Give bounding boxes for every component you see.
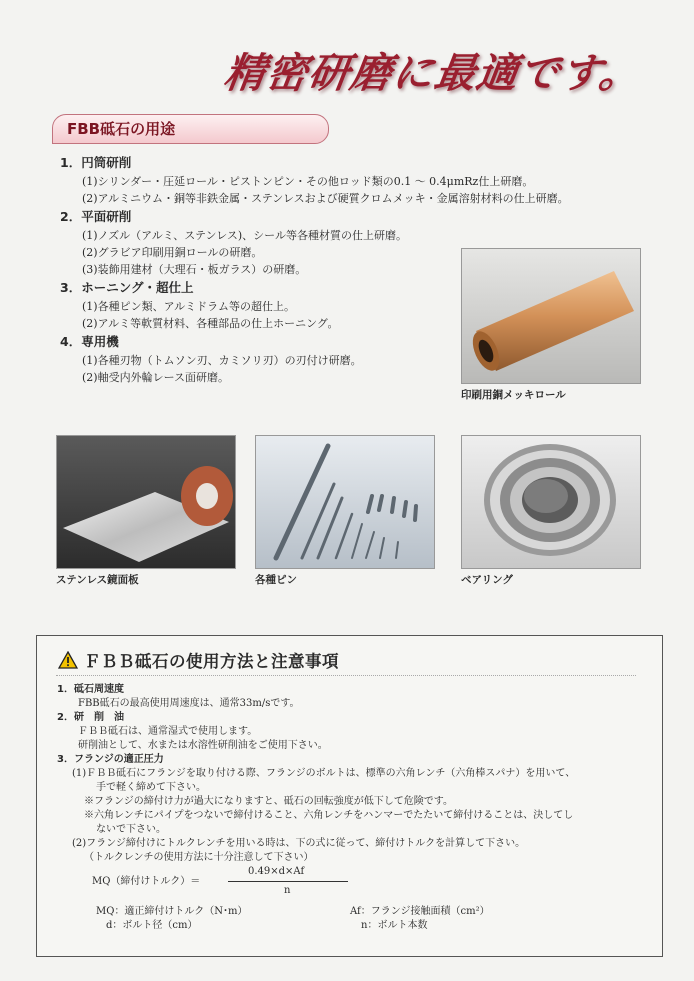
- note-heading: 3．フランジの適正圧力: [57, 754, 164, 765]
- note-text: （トルクレンチの使用方法に十分注意して下さい）: [84, 852, 314, 863]
- notes-title: ＦＢＢ砥石の使用方法と注意事項: [84, 652, 339, 671]
- definition: d：ボルト径（cm）: [106, 920, 198, 931]
- section-title: FBB砥石の用途: [67, 120, 176, 138]
- definition: n：ボルト本数: [361, 920, 428, 931]
- note-text: 手で軽く締めて下さい。: [96, 782, 206, 793]
- use-category: 1．円筒研削: [60, 155, 132, 170]
- note-heading: 1．砥石周速度: [57, 684, 124, 695]
- section-header: [52, 114, 329, 144]
- use-category: 2．平面研削: [60, 209, 132, 224]
- headline: 精密研磨に最適です。: [221, 49, 645, 97]
- pins-caption: 各種ピン: [255, 574, 297, 586]
- mirror-plate-caption: ステンレス鏡面板: [56, 574, 139, 586]
- note-text: FBB砥石の最高使用周速度は、通常33m/sです。: [78, 698, 300, 709]
- roll-photo: [461, 248, 641, 384]
- note-text: (1)ＦＢＢ砥石にフランジを取り付ける際、フランジのボルトは、標準の六角レンチ（六角棒スパナ）を用いて、: [72, 768, 576, 779]
- note-text: (2)フランジ締付けにトルクレンチを用いる時は、下の式に従って、締付けトルクを計算して下さい。: [72, 838, 526, 849]
- bearing-caption: ベアリング: [461, 574, 513, 586]
- note-text: ないで下さい。: [96, 824, 166, 835]
- roll-caption: 印刷用銅メッキロール: [461, 389, 566, 401]
- note-text: ＦＢＢ砥石は、通常湿式で使用します。: [78, 726, 258, 737]
- use-item: (2)アルミニウム・銅等非鉄金属・ステンレスおよび硬質クロムメッキ・金属溶射材料の仕上研磨。: [82, 192, 569, 205]
- note-text: ※六角レンチにパイプをつないで締付けること、六角レンチをハンマーでたたいて締付けることは、決してし: [84, 810, 574, 821]
- warning-icon: [58, 651, 78, 673]
- use-item: (3)装飾用建材（大理石・板ガラス）の研磨。: [82, 263, 307, 276]
- use-category: 4．専用機: [60, 334, 119, 349]
- formula-denominator: n: [284, 885, 291, 896]
- note-heading: 2．研 削 油: [57, 712, 124, 723]
- use-item: (1)各種ピン類、アルミドラム等の超仕上。: [82, 300, 296, 313]
- note-text: ※フランジの締付け力が過大になりますと、砥石の回転強度が低下して危険です。: [84, 796, 453, 807]
- bearing-photo: [461, 435, 641, 569]
- use-category: 3．ホーニング・超仕上: [60, 280, 194, 295]
- formula-numerator: 0.49×d×Af: [248, 866, 305, 877]
- note-text: 研削油として、水または水溶性研削油をご使用下さい。: [78, 740, 328, 751]
- mirror-plate-photo: [56, 435, 236, 569]
- use-item: (1)ノズル（アルミ、ステンレス)、シール等各種材質の仕上研磨。: [82, 229, 407, 242]
- use-item: (2)軸受内外輪レース面研磨。: [82, 371, 230, 384]
- formula-fraction-bar: [228, 881, 348, 882]
- formula-lhs: MQ（締付けトルク）＝: [92, 876, 201, 887]
- use-item: (2)アルミ等軟質材料、各種部品の仕上ホーニング。: [82, 317, 339, 330]
- use-item: (1)各種刃物（トムソン刃、カミソリ刃）の刃付け研磨。: [82, 354, 362, 367]
- use-item: (1)シリンダー・圧延ロール・ピストンピン・その他ロッド類の0.1 ～ 0.4μmRz仕上研磨。: [82, 175, 534, 188]
- definition: MQ：適正締付けトルク（N･m）: [96, 906, 248, 917]
- definition: Af：フランジ接触面積（cm²）: [350, 906, 490, 917]
- use-item: (2)グラビア印刷用銅ロールの研磨。: [82, 246, 263, 259]
- notes-divider: [56, 675, 636, 676]
- pins-photo: [255, 435, 435, 569]
